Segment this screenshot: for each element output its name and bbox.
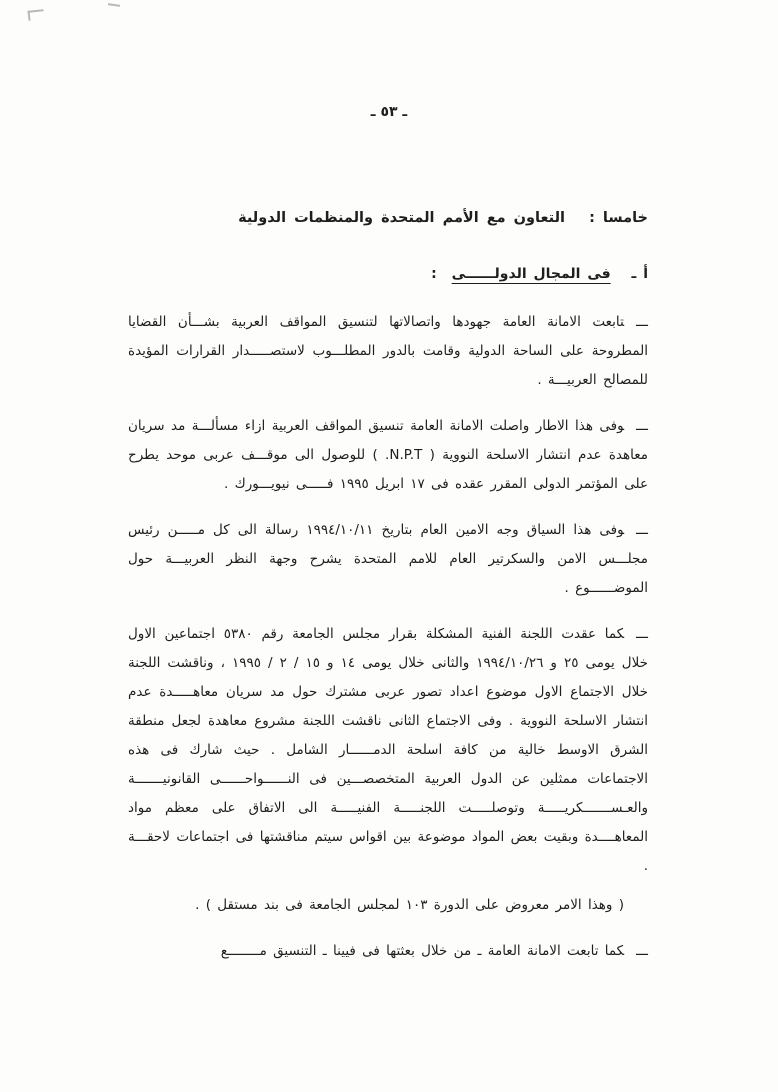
paragraph	[128, 937, 648, 966]
page-number: ـ ٥٣ ـ	[370, 104, 408, 120]
paragraph	[128, 891, 648, 920]
paragraph-dash-marker: ـــ	[636, 418, 648, 434]
paragraph-text: تابعت الامانة العامة جهودها واتصالاتها لتنسيق المواقف العربية بشـــأن القضايا المطروحة على الساحة الدولية وقامت بالدور المطلـــوب لاستصـــــدار القرارات المؤيدة للمصالح العربيـــة .	[128, 314, 648, 388]
paragraph-text: وفى هذا الاطار واصلت الامانة العامة تنسيق المواقف العربية ازاء مسألـــة مد سريان معاهدة عدم انتشار الاسلحة النووية ( N.P.T. ) للوصول الى موقـــف عربى موحد يطرح على المؤتمر الدولى المقرر عقده فى ١٧ ابريل ١٩٩٥ فـــــى نيويـــورك .	[128, 418, 648, 492]
section-heading-title: التعاون مع الأمم المتحدة والمنظمات الدولية	[238, 210, 566, 226]
scan-artifact	[28, 9, 45, 21]
paragraph	[128, 516, 648, 603]
section-heading-label: خامسا :	[589, 210, 648, 226]
scan-artifact	[108, 3, 120, 7]
paragraph-dash-marker: ـــ	[636, 522, 648, 538]
subsection-title: فى المجال الدولــــــى	[451, 266, 611, 282]
paragraph-dash-marker: ـــ	[636, 943, 648, 959]
paragraph	[128, 620, 648, 881]
paragraph-text: وفى هذا السياق وجه الامين العام بتاريخ ١٩٩٤/١٠/١١ رسالة الى كل مـــــن رئيس مجلـــس الامن والسكرتير العام للامم المتحدة يشرح وجهة النظر العربيـــة حول الموضــــــوع .	[128, 522, 648, 596]
paragraphs	[128, 308, 648, 966]
paragraph	[128, 308, 648, 395]
document-body	[128, 210, 648, 983]
paragraph-dash-marker: ـــ	[636, 626, 648, 642]
paragraph-dash-marker: ـــ	[636, 314, 648, 330]
section-heading	[128, 210, 648, 226]
paragraph-text: ( وهذا الامر معروض على الدورة ١٠٣ لمجلس الجامعة فى بند مستقل ) .	[195, 897, 624, 913]
subsection-colon: :	[431, 266, 437, 282]
subsection-label: أ ـ	[631, 266, 648, 282]
paragraph-text: كما عقدت اللجنة الفنية المشكلة بقرار مجلس الجامعة رقم ٥٣٨٠ اجتماعين الاول خلال يومى ٢٥ و ١٩٩٤/١٠/٢٦ والثانى خلال يومى ١٤ و ١٥ / ٢ / ١٩٩٥ ، وناقشت اللجنة خلال الاجتماع الاول موضوع اعداد تصور عربى مشترك حول مد سريان معاهـــــدة عدم انتشار الاسلحة النووية . وفى الاجتماع الثانى ناقشت اللجنة مشروع معاهدة لجعل منطقة الشرق الاوسط خالية من كافة اسلحة الدمــــــار الشامل . حيث شارك فى هذه الاجتماعات ممثلين عن الدول العربية المتخصصـــين فى النــــــواحــــــى القانونيـــــــة والعـســـــــكريـــــة وتوصلـــــت اللجنـــــة الفنيـــــة الى الاتفاق على معظم مواد المعاهــــدة وبقيت بعض المواد موضوعة بين اقواس سيتم مناقشتها فى اجتماعات لاحقـــة .	[128, 626, 648, 874]
paragraph-text: كما تابعت الامانة العامة ـ من خلال بعثتها فى فيينا ـ التنسيق مــــــــع	[220, 943, 625, 959]
subsection-heading	[128, 266, 648, 282]
paragraph	[128, 412, 648, 499]
